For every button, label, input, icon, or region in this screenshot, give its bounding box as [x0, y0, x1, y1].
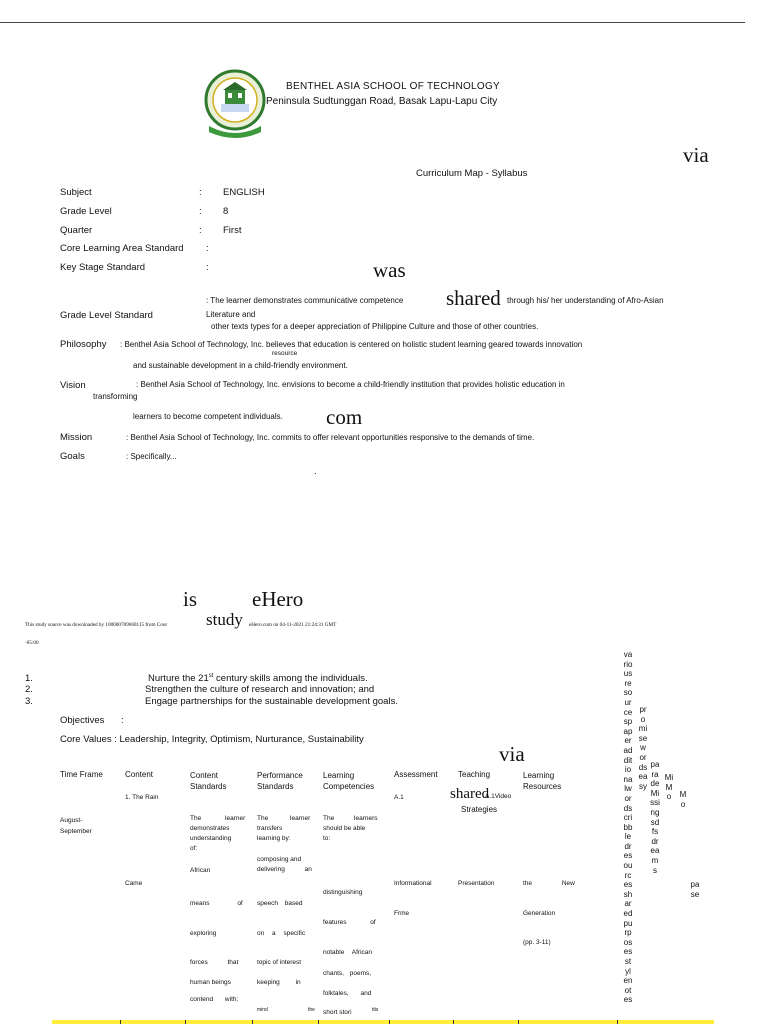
- assessment-line: Informational: [394, 880, 432, 887]
- download-notice-pre: This study source was downloaded by 100000789660115 from Cour: [25, 622, 168, 628]
- table-divider: [120, 1020, 121, 1024]
- table-divider: [252, 1020, 253, 1024]
- ps-line: composing and: [257, 856, 302, 863]
- header-time-frame: Time Frame: [60, 770, 103, 779]
- watermark-shared-1: shared: [446, 286, 501, 310]
- header-content: Content: [125, 770, 154, 779]
- header-teaching: Teaching: [458, 770, 491, 779]
- download-notice-post: eHero.com on 04-11-2021 21:24:31 GMT: [249, 622, 337, 628]
- cs-line: understanding: [190, 835, 232, 842]
- info-label: Core Learning Area Standard: [60, 243, 184, 254]
- cs-line: contend with;: [190, 996, 239, 1003]
- cs-line: demonstrates: [190, 825, 230, 832]
- time-frame-value: August-September: [60, 817, 92, 835]
- watermark-via-2: via: [499, 742, 525, 766]
- gls-label: Grade Level Standard: [60, 310, 153, 321]
- download-notice-tz: -05:00: [25, 640, 39, 646]
- school-seal-icon: [203, 68, 267, 138]
- cs-line: forces that: [190, 959, 239, 966]
- objectives-sep: :: [121, 715, 124, 726]
- school-name: BENTHEL ASIA SCHOOL OF TECHNOLOGY: [286, 81, 501, 92]
- goal-text-b: century skills among the individuals.: [213, 673, 368, 685]
- cs-line: human beings: [190, 979, 231, 986]
- side-column-4: MiMo: [664, 773, 674, 802]
- goal-number: 2.: [25, 684, 33, 695]
- goal-number: 1.: [25, 673, 33, 684]
- gls-line3: other texts types for a deeper appreciation of Philippine Culture and those of other countries.: [211, 322, 539, 331]
- assessment-line: Frme: [394, 910, 410, 917]
- info-label: Quarter: [60, 225, 93, 236]
- cs-line: of:: [190, 845, 198, 852]
- goal-text: Engage partnerships for the sustainable development goals.: [145, 696, 398, 707]
- vision-label: Vision: [60, 380, 86, 391]
- cs-line: The learner: [190, 815, 246, 822]
- header-assessment: Assessment: [394, 770, 438, 779]
- lc-line: The learners: [323, 815, 378, 822]
- table-divider: [617, 1020, 618, 1024]
- ps-line: keeping in: [257, 979, 301, 986]
- watermark-was: was: [373, 258, 406, 282]
- lc-line: should be able: [323, 825, 366, 832]
- info-sep: :: [199, 187, 202, 198]
- info-sep: :: [199, 225, 202, 236]
- info-sep: :: [206, 262, 209, 273]
- header-content-standards: Content Standards: [190, 771, 227, 791]
- ps-line: on a specific: [257, 930, 306, 937]
- ps-line-tiny: the: [308, 1007, 315, 1013]
- ps-line: The learner: [257, 815, 311, 822]
- info-label: Subject: [60, 187, 92, 198]
- lc-line: to:: [323, 835, 331, 842]
- philosophy-line1: : Benthel Asia School of Technology, Inc. believes that education is centered on holistic student learning geared towards innovation: [120, 340, 583, 349]
- mission-label: Mission: [60, 432, 93, 443]
- watermark-com: com: [326, 405, 363, 429]
- lc-line: notable African: [323, 949, 373, 956]
- philosophy-line2: and sustainable development in a child-friendly environment.: [133, 361, 348, 370]
- assessment-a1: A.1: [394, 794, 404, 801]
- header-learning-resources: Learning Resources: [523, 771, 562, 791]
- lc-line: features of: [323, 919, 376, 926]
- table-divider: [185, 1020, 186, 1024]
- watermark-ehero: eHero: [252, 587, 304, 611]
- side-column-5: Mo: [679, 790, 687, 809]
- ps-line: topic of interest: [257, 959, 302, 966]
- watermark-study: study: [206, 610, 243, 629]
- ps-line: learning by:: [257, 835, 291, 842]
- cs-line: means of: [190, 900, 243, 907]
- watermark-via-1: via: [683, 143, 709, 167]
- header-learning-competencies: Learning Competencies: [323, 771, 375, 791]
- content-topic-1: 1. The Rain: [125, 794, 159, 801]
- vision-line3: learners to become competent individuals.: [133, 412, 283, 421]
- core-values: Core Values : Leadership, Integrity, Optimism, Nurturance, Sustainability: [60, 734, 364, 745]
- highlight-bar: [52, 1020, 714, 1024]
- document-title: Curriculum Map - Syllabus: [416, 168, 528, 179]
- info-value: ENGLISH: [223, 187, 265, 198]
- resources-line: the New: [523, 880, 575, 887]
- watermark-is: is: [183, 587, 198, 611]
- info-value: First: [223, 225, 242, 236]
- lc-line: chants, poems,: [323, 970, 372, 977]
- teaching-a1-video: A.1Video: [485, 793, 512, 800]
- lc-line: short stori: [323, 1009, 352, 1016]
- goal-text-sup: st: [208, 673, 214, 679]
- vision-line2: transforming: [93, 392, 138, 401]
- goals-dot: .: [314, 466, 317, 477]
- objectives-label: Objectives: [60, 715, 105, 726]
- school-address: Peninsula Sudtunggan Road, Basak Lapu-Lapu City: [266, 96, 498, 107]
- ps-line: speech based: [257, 900, 303, 907]
- philosophy-resource: resource: [272, 350, 298, 357]
- school-logo: [203, 68, 267, 138]
- side-column-3: paradeMissingsdfsdreams: [650, 760, 660, 875]
- ps-line-tiny: mind: [257, 1007, 268, 1013]
- table-divider: [318, 1020, 319, 1024]
- teaching-line: Presentation: [458, 880, 495, 887]
- goals-text: : Specifically...: [126, 452, 177, 461]
- content-came: Came: [125, 880, 143, 887]
- top-rule: [0, 22, 745, 23]
- side-column-2: promisewordseasy: [638, 705, 648, 791]
- vision-line1: : Benthel Asia School of Technology, Inc. envisions to become a child-friendly institution that provides holistic education in: [136, 380, 565, 389]
- goal-text: [148, 673, 368, 684]
- table-divider: [389, 1020, 390, 1024]
- info-label: Key Stage Standard: [60, 262, 146, 273]
- teaching-strategies: Strategies: [461, 805, 498, 814]
- side-column-1: variousresourcespaperadditionalwordscribbledresourcessharedpurposesstylenotes: [623, 650, 633, 1005]
- info-value: 8: [223, 206, 229, 217]
- philosophy-label: Philosophy: [60, 339, 107, 350]
- side-column-6: pase: [690, 880, 700, 899]
- cs-line: African: [190, 867, 211, 874]
- lc-line-tiny: ttis: [372, 1007, 379, 1013]
- goal-number: 3.: [25, 696, 33, 707]
- goals-label: Goals: [60, 451, 85, 462]
- watermark-shared-2: shared: [450, 786, 490, 802]
- resources-line: (pp. 3-11): [523, 939, 551, 946]
- goal-text: Strengthen the culture of research and innovation; and: [145, 684, 375, 695]
- header-performance-standards: Performance Standards: [257, 771, 303, 791]
- gls-line2: Literature and: [206, 310, 256, 319]
- info-sep: :: [206, 243, 209, 254]
- info-label: Grade Level: [60, 206, 112, 217]
- resources-line: Generation: [523, 910, 556, 917]
- table-divider: [453, 1020, 454, 1024]
- ps-line: delivering an: [257, 866, 312, 873]
- table-divider: [518, 1020, 519, 1024]
- goal-text-a: Nurture the 21: [148, 673, 209, 685]
- cs-line: exploring: [190, 930, 217, 937]
- gls-line1b: through his/ her understanding of Afro-Asian: [507, 296, 664, 305]
- mission-text: : Benthel Asia School of Technology, Inc. commits to offer relevant opportunities responsive to the demands of time.: [126, 433, 535, 442]
- info-sep: :: [199, 206, 202, 217]
- ps-line: transfers: [257, 825, 283, 832]
- gls-line1a: : The learner demonstrates communicative competence: [206, 296, 404, 305]
- lc-line: distinguishing: [323, 889, 363, 896]
- lc-line: folktales, and: [323, 990, 372, 997]
